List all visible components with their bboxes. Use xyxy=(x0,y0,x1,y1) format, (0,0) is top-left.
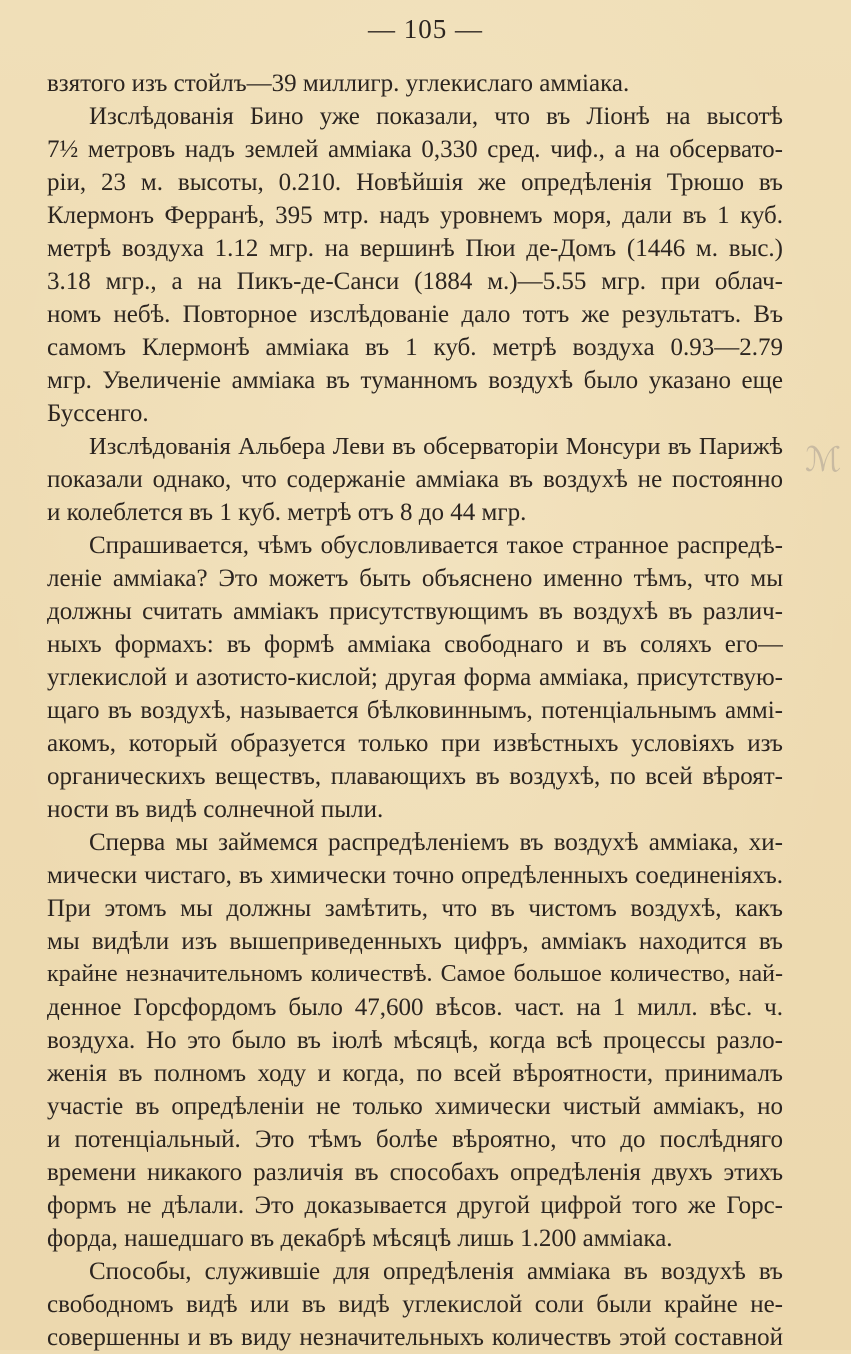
text-line: воздуха. Но это было въ іюлѣ мѣсяцѣ, когда всѣ процессы разло- xyxy=(47,1027,783,1054)
text-line: акомъ, который образуется только при извѣстныхъ условіяхъ изъ xyxy=(47,730,783,757)
margin-handwritten-mark: ℳ xyxy=(805,440,840,480)
text-line: 3.18 мгр., а на Пикъ-де-Санси (1884 м.)—5.55 мгр. при облач- xyxy=(47,268,783,295)
page-number: — 105 — xyxy=(368,14,483,44)
text-line: При этомъ мы должны замѣтить, что въ чистомъ воздухѣ, какъ xyxy=(47,895,783,922)
text-line: ріи, 23 м. высоты, 0.210. Новѣйшія же опредѣленія Трюшо въ xyxy=(47,169,783,196)
text-line: щаго въ воздухѣ, называется бѣлковиннымъ, потенціальнымъ аммі- xyxy=(47,697,783,724)
text-line: Буссенго. xyxy=(47,400,149,427)
text-line: и колеблется въ 1 куб. метрѣ отъ 8 до 44 мгр. xyxy=(47,499,527,526)
text-line: участіе въ опредѣленіи не только химически чистый амміакъ, но xyxy=(47,1093,783,1120)
text-line: Изслѣдованія Альбера Леви въ обсерваторіи Монсури въ Парижѣ xyxy=(89,433,783,460)
text-line: углекислой и азотисто-кислой; другая форма амміака, присутствую- xyxy=(47,664,783,691)
text-line: Способы, служившіе для опредѣленія амміака въ воздухѣ въ xyxy=(89,1258,783,1285)
text-line: самомъ Клермонѣ амміака въ 1 куб. метрѣ воздуха 0.93—2.79 xyxy=(47,334,783,361)
text-line: совершенны и въ виду незначительныхъ количествъ этой составной xyxy=(47,1324,783,1351)
text-line: форда, нашедшаго въ декабрѣ мѣсяцѣ лишь 1.200 амміака. xyxy=(47,1225,673,1252)
text-line: денное Горсфордомъ было 47,600 вѣсов. част. на 1 милл. вѣс. ч. xyxy=(47,994,783,1021)
text-line: Клермонъ Ферранѣ, 395 мтр. надъ уровнемъ моря, дали въ 1 куб. xyxy=(47,202,783,229)
text-line: и потенціальный. Это тѣмъ болѣе вѣроятно, что до послѣдняго xyxy=(47,1126,783,1153)
text-line: Сперва мы займемся распредѣленіемъ въ воздухѣ амміака, хи- xyxy=(89,829,783,856)
text-line: взятого изъ стойлъ—39 миллигр. углекислаго амміака. xyxy=(47,70,630,97)
text-line: Изслѣдованія Бино уже показали, что въ Ліонѣ на высотѣ xyxy=(89,103,783,130)
text-line: времени никакого различія въ способахъ опредѣленія двухъ этихъ xyxy=(47,1159,783,1186)
text-line: женія въ полномъ ходу и когда, по всей вѣроятности, принималъ xyxy=(47,1060,783,1087)
text-line: крайне незначительномъ количествѣ. Самое большое количество, най- xyxy=(47,961,783,987)
text-line: свободномъ видѣ или въ видѣ углекислой соли были крайне не- xyxy=(47,1291,783,1318)
text-line: Спрашивается, чѣмъ обусловливается такое странное распредѣ- xyxy=(89,532,783,559)
text-line: мгр. Увеличеніе амміака въ туманномъ воздухѣ было указано еще xyxy=(47,367,783,394)
text-line: формъ не дѣлали. Это доказывается другой цифрой того же Горс- xyxy=(47,1192,783,1219)
text-line: ныхъ формахъ: въ формѣ амміака свободнаго и въ соляхъ его— xyxy=(47,631,783,658)
text-line: должны считать амміакъ присутствующимъ въ воздухѣ въ различ- xyxy=(47,598,783,625)
text-line: показали однако, что содержаніе амміака въ воздухѣ не постоянно xyxy=(47,466,783,493)
body-text xyxy=(47,67,783,1354)
text-line: номъ небѣ. Повторное изслѣдованіе дало тотъ же результатъ. Въ xyxy=(47,301,783,328)
text-line: ности въ видѣ солнечной пыли. xyxy=(47,796,384,823)
text-line: органическихъ веществъ, плавающихъ въ воздухѣ, по всей вѣроят- xyxy=(47,763,783,790)
text-line: метрѣ воздуха 1.12 мгр. на вершинѣ Пюи де-Домъ (1446 м. выс.) xyxy=(47,235,783,262)
text-line: мически чистаго, въ химически точно опредѣленныхъ соединеніяхъ. xyxy=(47,862,783,889)
text-line: 7½ метровъ надъ землей амміака 0,330 сред. чиф., а на обсервато- xyxy=(47,136,783,163)
text-line: мы видѣли изъ вышеприведенныхъ цифръ, амміакъ находится въ xyxy=(47,928,783,955)
text-line: леніе амміака? Это можетъ быть объяснено именно тѣмъ, что мы xyxy=(47,565,783,592)
